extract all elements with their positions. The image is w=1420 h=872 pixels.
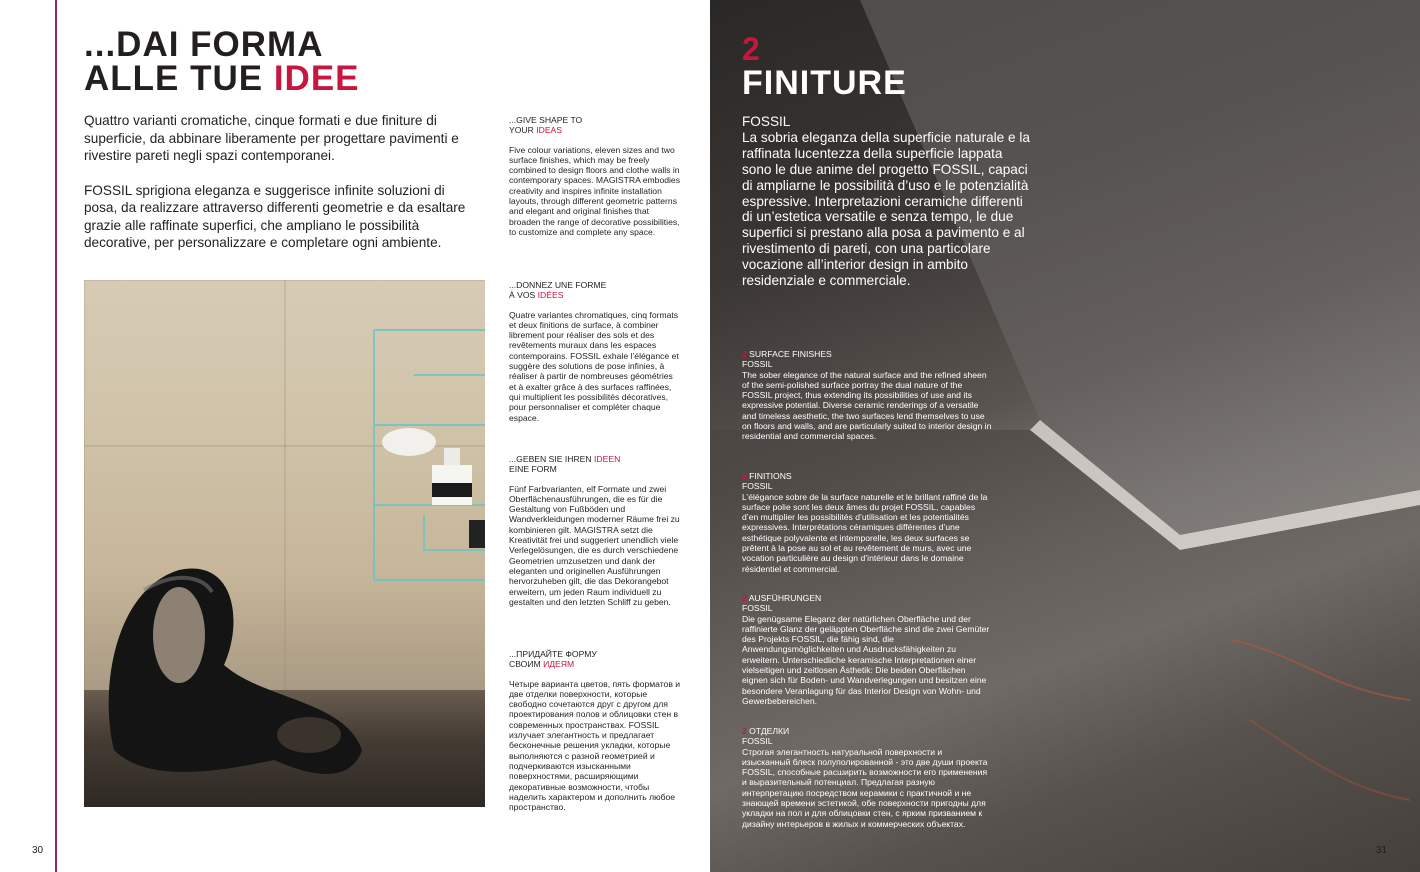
intro-text <box>84 112 474 269</box>
section-heading-number: 2 <box>742 471 747 481</box>
heading-line-1: ...GEBEN SIE IHREN <box>509 454 595 464</box>
finish-section-en <box>742 349 992 442</box>
rocking-chair <box>109 568 362 773</box>
heading-accent: IDEEN <box>594 454 621 464</box>
finish-section-fr <box>742 471 992 574</box>
page-title <box>84 25 360 98</box>
heading-line-1: ...ПРИДАЙТЕ ФОРМУ <box>509 649 597 659</box>
title-line-2: ALLE TUE <box>84 59 274 98</box>
translation-heading <box>509 649 681 670</box>
heading-line-1: ...GIVE SHAPE TO <box>509 115 583 125</box>
intro-body: La sobria eleganza della superficie naturale e la raffinata lucentezza della superficie lappata sono le due anime del progetto FOSSIL, capaci di ampliarne le possibilità d’uso e le potenzialità espressive. Interpretazioni ceramiche differenti di un’estetica versatile e senza tempo, le due superfici si prestano alla posa a pavimento e al rivestimento di pareti, con una particolare vocazione all’interior design in ambito residenziale e commerciale. <box>742 129 1030 289</box>
section-heading-number: 2 <box>742 593 747 603</box>
finish-section-de <box>742 593 992 706</box>
title-accent-word: IDEE <box>273 59 360 98</box>
translation-ru <box>509 649 681 812</box>
intro-label: FOSSIL <box>742 114 791 129</box>
section-label: FOSSIL <box>742 736 773 747</box>
translation-de <box>509 454 681 607</box>
intro-paragraph-1: Quattro varianti cromatiche, cinque formati e due finiture di superficie, da abbinare liberamente per progettare pavimenti e rivestire pareti negli spazi contemporanei. <box>84 113 459 163</box>
title-line-1: ...DAI FORMA <box>84 25 324 64</box>
section-number: 2 <box>742 31 760 67</box>
photo-illustration <box>84 280 485 807</box>
heading-line-1: ...DONNEZ UNE FORME <box>509 280 607 290</box>
section-heading <box>742 726 992 736</box>
interior-photo <box>84 280 485 807</box>
section-body: Die genügsame Eleganz der natürlichen Oberfläche und der raffinierte Glanz der geläppten Oberfläche sind die zwei Gemüter des Projekts FOSSIL, die fähig sind, die Anwendungsmöglichkeiten und Ausdrucksfähigkeiten zu erweitern. Unterschiedliche keramische Interpretationen einer vielseitigen und zeitlosen Ästhetik: Die beiden Oberflächen eignen sich für Boden- und Wandverlegungen und besitzen eine besondere Veranlagung für das Interior Design von Wohn- und Gewerbebereichen. <box>742 613 990 706</box>
finish-section-ru <box>742 726 992 829</box>
glass-shelf <box>374 330 485 580</box>
section-heading-text: FINITIONS <box>746 471 792 481</box>
section-heading-text: AUSFÜHRUNGEN <box>746 593 822 603</box>
translation-body: Четыре варианта цветов, пять форматов и две отделки поверхности, которые свободно сочетаются друг с другом для проектирования полов и облицовки стен в современных пространствах. FOSSIL излучает элегантность и предлагает бесконечные решения укладки, которые выполняются с разной геометрией и подчеркиваются изысканными поверхностями, расширяющими декоративные возможности, чтобы наделить характером и дополнить любое пространство. <box>509 678 681 813</box>
section-label: FOSSIL <box>742 359 773 370</box>
translation-heading <box>509 280 681 301</box>
section-body: L’élégance sobre de la surface naturelle et le brillant raffiné de la surface polie sont les deux âmes du projet FOSSIL, capables d’en multiplier les possibilités d’utilisation et les potentialités expressives. Interprétations céramiques différentes d’une esthétique polyvalente et intemporelle, les deux surfaces se prêtent à la pose au sol et au revêtement de murs, avec une vocation particulière au design d’intérieur dans le domaine résidentiel et commercial. <box>742 491 988 574</box>
section-heading-number: 2 <box>742 726 747 736</box>
white-bowl <box>382 428 436 456</box>
section-heading-text: ОТДЕЛКИ <box>746 726 790 736</box>
heading-accent: ИДЕЯМ <box>543 659 575 670</box>
translation-en <box>509 115 681 237</box>
finishes-intro <box>742 114 1032 289</box>
section-title: FINITURE <box>742 64 907 102</box>
section-body: The sober elegance of the natural surface and the refined sheen of the semi-polished surface portray the dual nature of the FOSSIL project, thus extending its possibilities of use and its expressive potential. Diverse ceramic renderings of a versatile and timeless aesthetic, the two surfaces lend themselves to use on floors and walls, and are particularly suited to interior design in residential and commercial spaces. <box>742 369 992 442</box>
heading-accent: IDÉES <box>537 290 564 301</box>
heading-line-2: СВОИМ <box>509 659 544 670</box>
page-edge-line <box>55 0 57 872</box>
translation-heading <box>509 454 681 475</box>
translation-body: Fünf Farbvarianten, elf Formate und zwei Oberflächenausführungen, die es für die Gestaltung von Fußböden und Wandverkleidungen moderner Räume frei zu kombinieren gilt. MAGISTRA setzt die Kreativität frei und suggeriert unendlich viele Verlegelösungen, die es durch verschiedene Geometrien umzusetzen und dank der eleganten und originellen Ausführungen hervorzuheben gilt, die das Dekorangebot erweitern, um jeden Raum individuell zu gestalten und den letzten Schliff zu geben. <box>509 483 680 607</box>
heading-accent: IDEAS <box>536 125 563 136</box>
section-label: FOSSIL <box>742 603 773 614</box>
black-box <box>469 520 485 548</box>
section-heading <box>742 349 992 359</box>
section-body: Строгая элегантность натуральной поверхности и изысканный блеск полуполированной - это две души проекта FOSSIL, способные расширить возможности его применения и выразительный потенциал. Предлагая разную интерпретацию посредством керамики с практичной и не знающей времени эстетикой, обе поверхности пригодны для укладки на пол и для облицовки стен, с ярким призванием к дизайну интерьеров в жилых и коммерческих объектах. <box>742 746 988 829</box>
page-number-right: 31 <box>1376 845 1388 856</box>
section-label: FOSSIL <box>742 481 773 492</box>
page-number-left: 30 <box>32 845 44 856</box>
section-heading <box>742 593 992 603</box>
heading-line-2: À VOS <box>509 290 538 301</box>
right-page <box>710 0 1420 872</box>
translation-heading <box>509 115 681 136</box>
section-heading <box>742 471 992 481</box>
translation-body: Quatre variantes chromatiques, cinq formats et deux finitions de surface, à combiner librement pour réaliser des sols et des revêtements muraux dans les espaces contemporains. FOSSIL exhale l’élégance et suggère des solutions de pose infinies, à réaliser à partir de nombreuses géométries et à exalter grâce à des surfaces raffinées, qui multiplient les possibilités décoratives, pour personnaliser et compléter chaque espace. <box>509 309 679 423</box>
vase <box>432 448 472 505</box>
translation-fr <box>509 280 681 423</box>
section-heading-number: 2 <box>742 349 747 359</box>
translation-body: Five colour variations, eleven sizes and two surface finishes, which may be freely combined to design floors and clothe walls in contemporary spaces. MAGISTRA embodies creativity and inspires infinite installation layouts, through different geometric patterns and elegant and original finishes that broaden the range of decorative possibilities, to customize and complete any space. <box>509 144 680 237</box>
heading-line-2: EINE FORM <box>509 464 557 475</box>
heading-line-2: YOUR <box>509 125 537 136</box>
intro-paragraph-2: FOSSIL sprigiona eleganza e suggerisce infinite soluzioni di posa, da realizzare attraverso differenti geometrie e da esaltare grazie alle raffinate superfici, che ampliano le possibilità decorative, per personalizzare e completare ogni ambiente. <box>84 182 466 250</box>
section-heading-text: SURFACE FINISHES <box>746 349 832 359</box>
